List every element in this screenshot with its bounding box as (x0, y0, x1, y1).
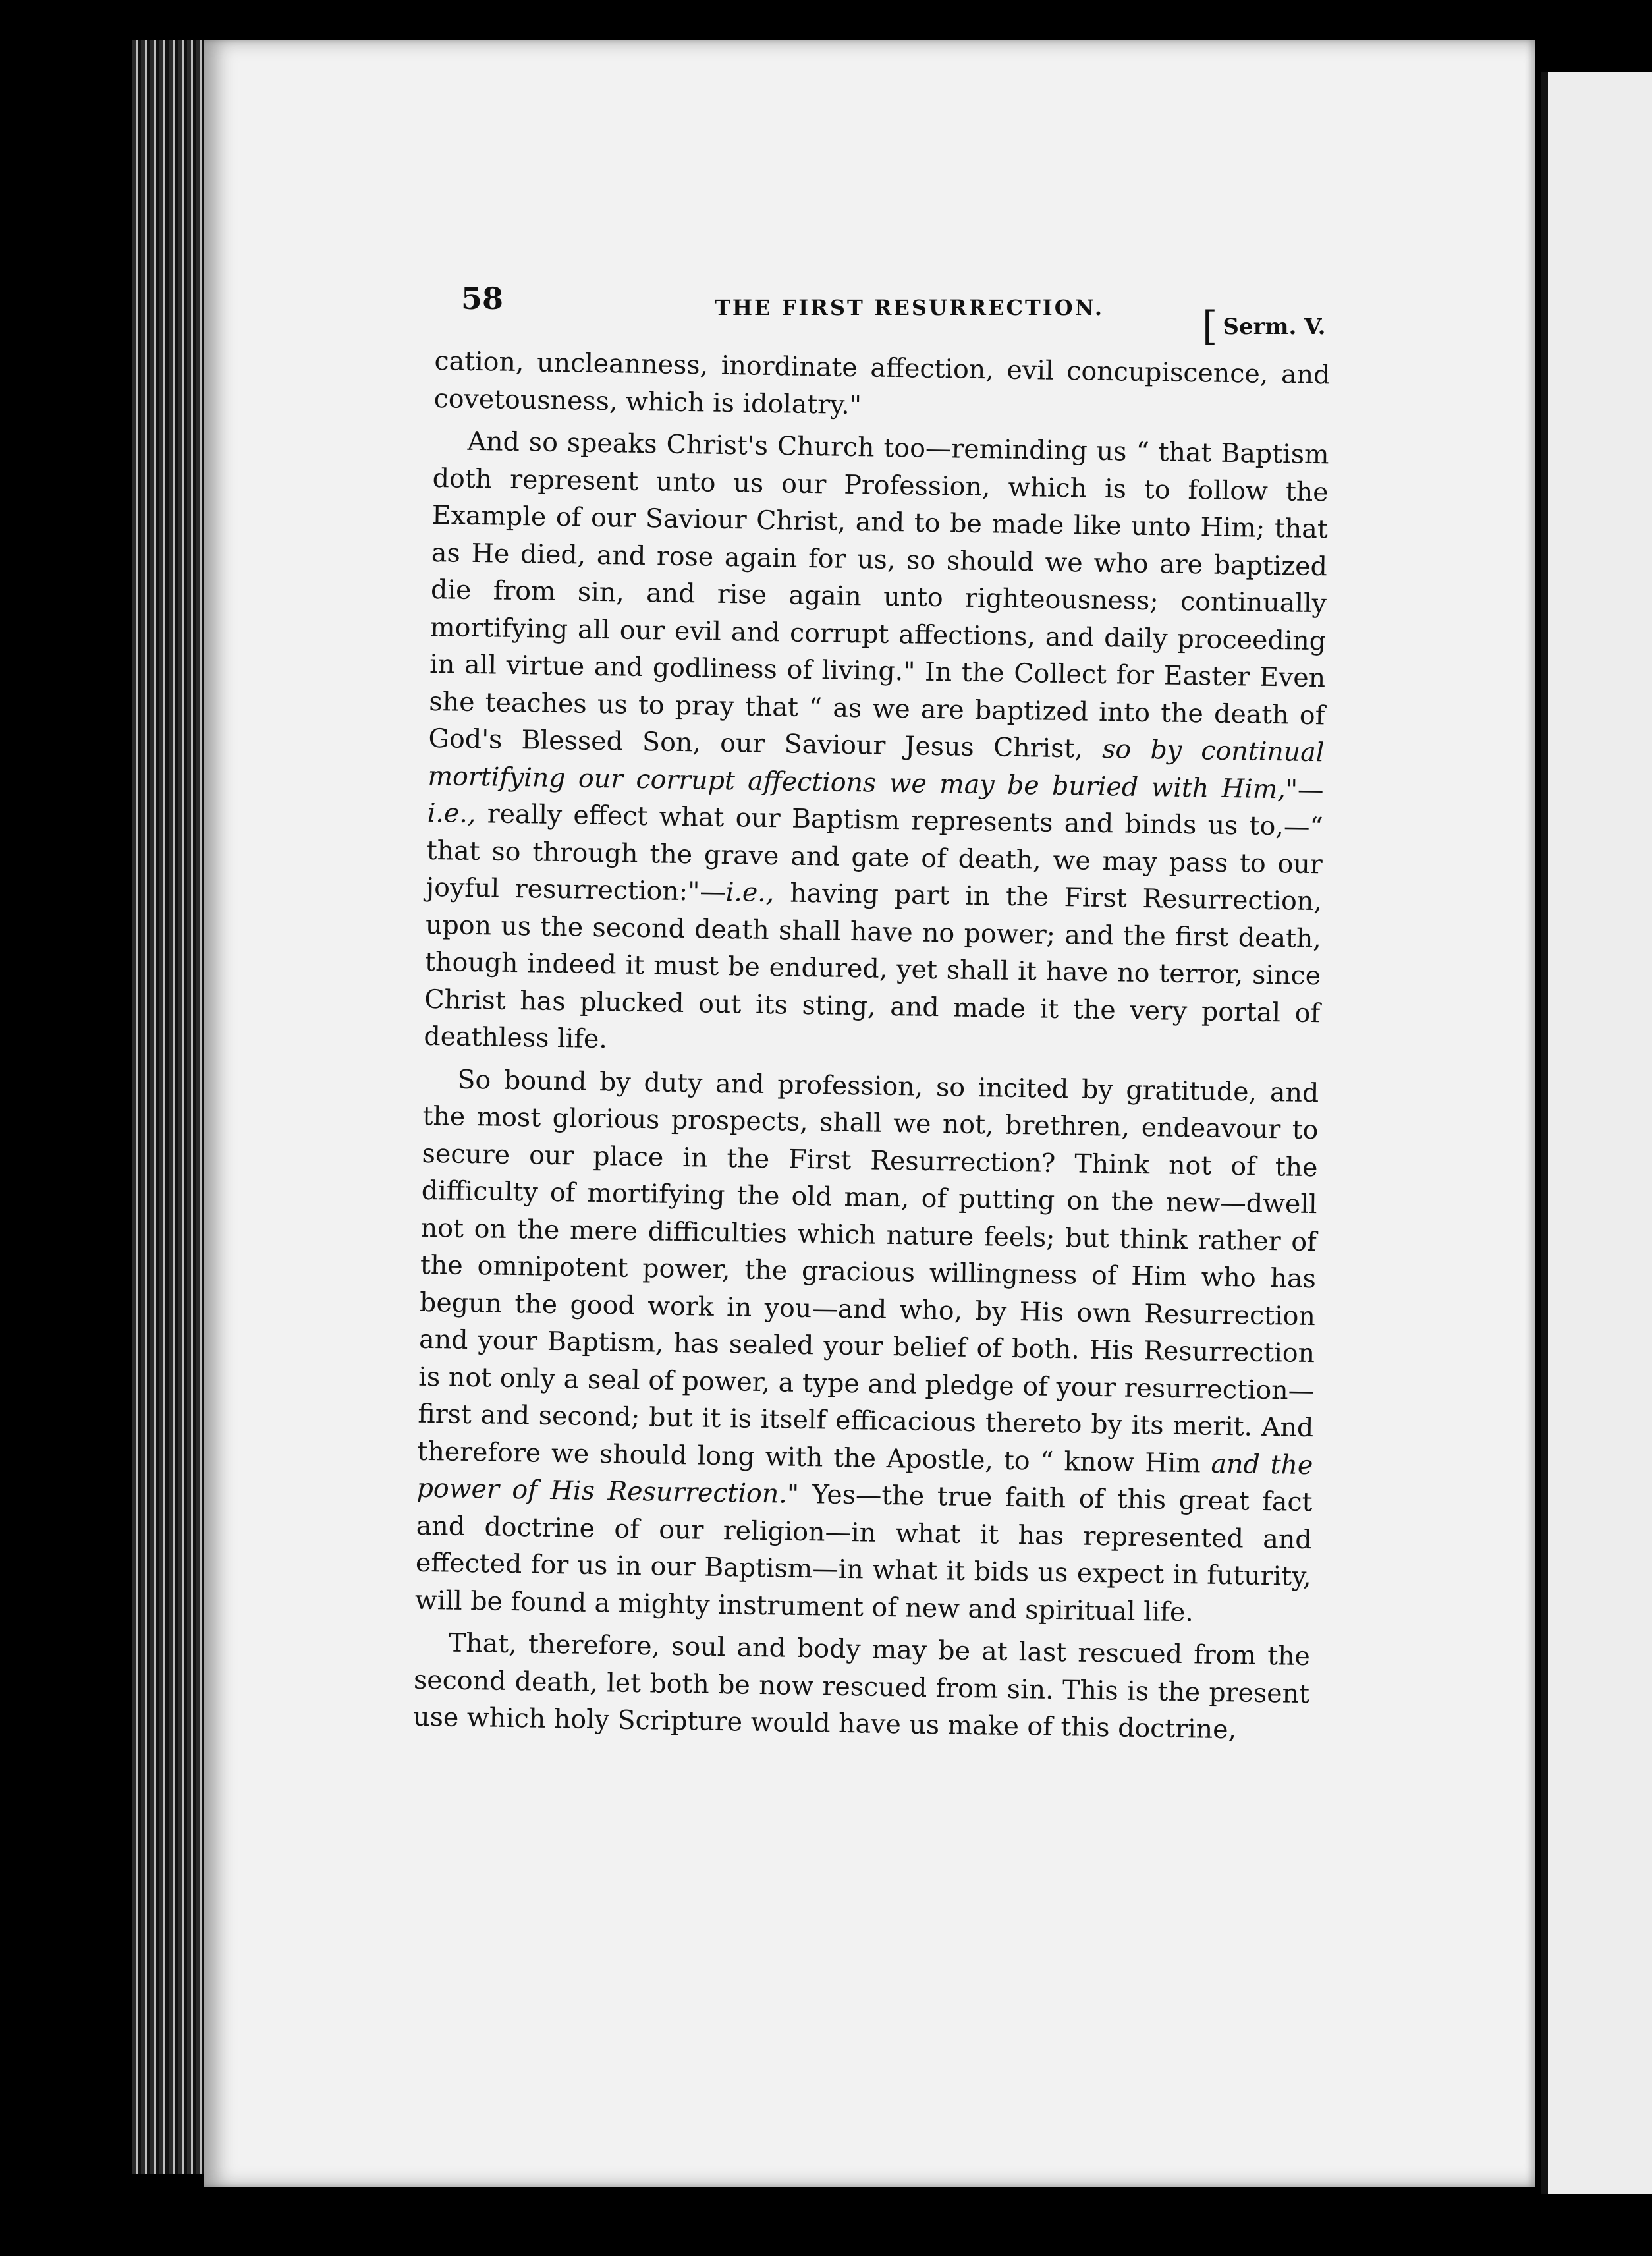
paragraph-2-ie-1: i.e., (427, 797, 476, 830)
book-page-edges (132, 40, 211, 2174)
paragraph-2-text-d: having part in the First Resurrection, upon us the second death shall have no power; and the first death, though indeed it must be endured, yet shall it have no terror, since Christ has plucked out its sting, and made it the very portal of deathless life. (424, 878, 1323, 1055)
paragraph-2-text-c: really effect what our Baptism represents and binds us to,—“ that so through the grave and gate of death, we may pass to our joyful resurrection:"— (426, 799, 1323, 908)
paragraph-2-text-a: And so speaks Christ's Church too—reminding us “ that Baptism doth represent unto us our Profession, which is to follow the Example of our Saviour Christ, and to be made like unto Him; that as He died, and rose again for us, so should we who are baptized die from sin, and rise again unto righteousness; continually mortifying all our evil and corrupt affections, and daily proceeding in all virtue and godliness of living." In the Collect for Easter Even she teaches us to pray that “ as we are baptized into the death of God's Blessed Son, our Saviour Jesus Christ, (428, 426, 1329, 764)
paragraph-3 (415, 1060, 1319, 1633)
bracket-glyph: [ (1202, 303, 1218, 349)
paragraph-3-italic: and the power of His Resurrection. (416, 1448, 1313, 1509)
paragraph-4: That, therefore, soul and body may be at last rescued from the second death, let both be now rescued from sin. This is the present use which holy Scripture would have us make of this doctrine, (412, 1627, 1311, 1745)
running-head (461, 262, 1581, 349)
section-reference-text: Serm. V. (1223, 314, 1326, 340)
paragraph-3-text-b: " Yes—the true faith of this great fact and doctrine of our religion—in what it has represented and effected for us in our Baptism—in what it bids us expect in futurity, will be found a mighty instrument of new and spiritual life. (414, 1479, 1313, 1627)
paragraph-3-text-a: So bound by duty and profession, so incited by gratitude, and the most glorious prospects, shall we not, brethren, endeavour to secure our place in the First Resurrection? Think not of the difficulty of mortifying the old man, of putting on the new—dwell not on the mere difficulties which nature feels; but think rather of the omnipotent power, the gracious willingness of Him who has begun the good work in you—and who, by His own Resurrection and your Baptism, has sealed your belief of both. His Resurrection is not only a seal of power, a type and pledge of your resurrection—first and second; but it is itself efficacious thereto by its merit. And therefore we should long with the Apostle, to “ know Him (417, 1064, 1319, 1479)
running-title: THE FIRST RESURRECTION. (715, 295, 1104, 320)
paragraph-2-ie-2: i.e., (725, 877, 775, 909)
paragraph-1: cation, uncleanness, inordinate affection, evil concupiscence, and covetousness, which is idolatry." (433, 345, 1331, 420)
section-reference (1202, 303, 1325, 349)
body-text (413, 343, 1331, 1755)
page-number: 58 (461, 281, 504, 316)
facing-page-edge (1541, 72, 1652, 2194)
paragraph-2-text-b: "— (1285, 774, 1324, 805)
paragraph-2 (424, 422, 1329, 1069)
paragraph-2-italic: so by continual mortifying our corrupt affections we may be buried with Him, (427, 733, 1325, 804)
